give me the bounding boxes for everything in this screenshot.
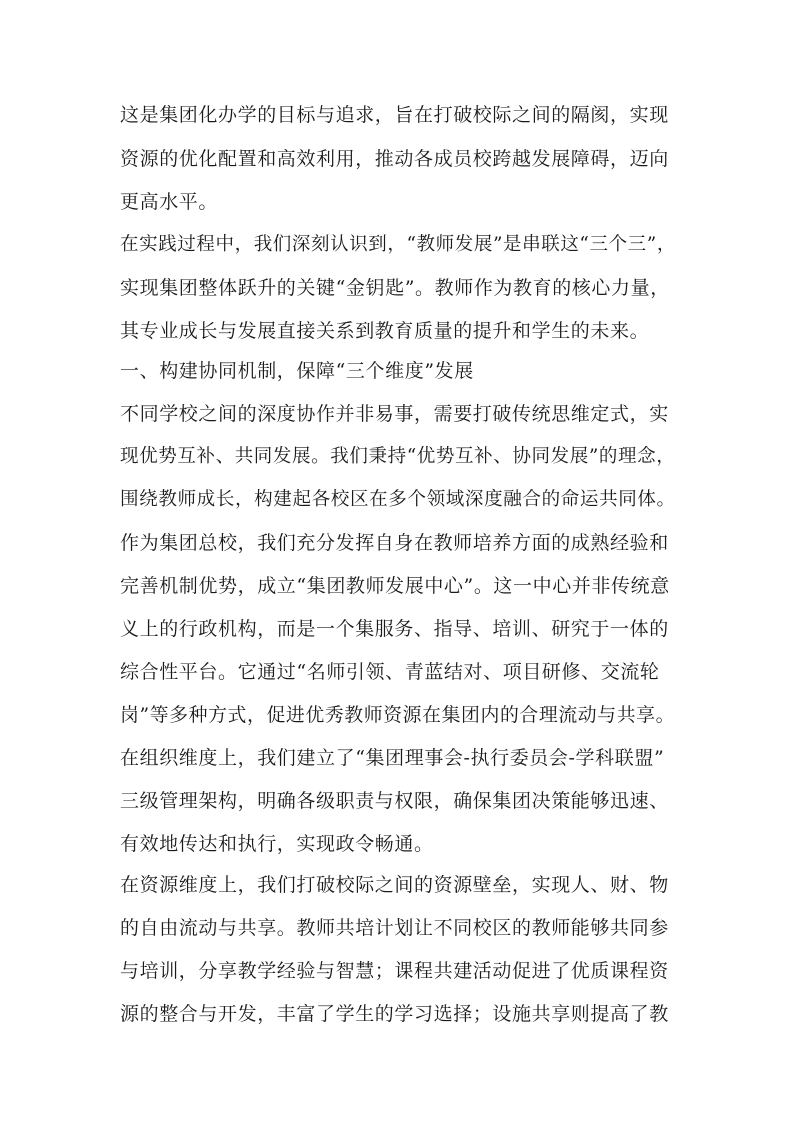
text-line: 完善机制优势，成立“集团教师发展中心”。这一中心并非传统意 [120, 575, 670, 597]
text-line: 的自由流动与共享。教师共培计划让不同校区的教师能够共同参 [120, 917, 669, 939]
text-line: 与培训，分享教学经验与智慧；课程共建活动促进了优质课程资 [120, 960, 669, 982]
text-line: 现优势互补、共同发展。我们秉持“优势互补、协同发展”的理念， [120, 446, 676, 467]
text-line: 综合性平台。它通过“名师引领、青蓝结对、项目研修、交流轮 [120, 661, 660, 683]
text-line: 其专业成长与发展直接关系到教育质量的提升和学生的未来。 [120, 320, 650, 342]
text-line: 三级管理架构，明确各级职责与权限，确保集团决策能够迅速、 [120, 790, 669, 812]
text-line: 不同学校之间的深度协作并非易事，需要打破传统思维定式，实 [120, 403, 669, 425]
text-line: 资源的优化配置和高效利用，推动各成员校跨越发展障碍，迈向 [120, 148, 669, 170]
text-line: 岗”等多种方式，促进优秀教师资源在集团内的合理流动与共享。 [120, 704, 676, 726]
text-line: 在实践过程中，我们深刻认识到，“教师发展”是串联这“三个三”， [120, 234, 676, 255]
text-line: 更高水平。 [120, 191, 219, 213]
text-line: 在资源维度上，我们打破校际之间的资源壁垒，实现人、财、物 [120, 874, 669, 896]
section-heading: 一、构建协同机制，保障“三个维度”发展 [120, 360, 474, 382]
text-line: 围绕教师成长，构建起各校区在多个领域深度融合的命运共同体。 [120, 489, 676, 510]
text-line: 实现集团整体跃升的关键“金钥匙”。教师作为教育的核心力量， [120, 277, 670, 299]
text-line: 这是集团化办学的目标与追求，旨在打破校际之间的隔阂，实现 [120, 104, 669, 126]
text-line: 有效地传达和执行，实现政令畅通。 [120, 833, 434, 855]
text-line: 作为集团总校，我们充分发挥自身在教师培养方面的成熟经验和 [120, 532, 669, 554]
text-line: 义上的行政机构，而是一个集服务、指导、培训、研究于一体的 [120, 618, 669, 640]
text-line: 源的整合与开发，丰富了学生的学习选择；设施共享则提高了教 [120, 1003, 669, 1025]
text-line: 在组织维度上，我们建立了“集团理事会-执行委员会-学科联盟” [120, 747, 665, 769]
